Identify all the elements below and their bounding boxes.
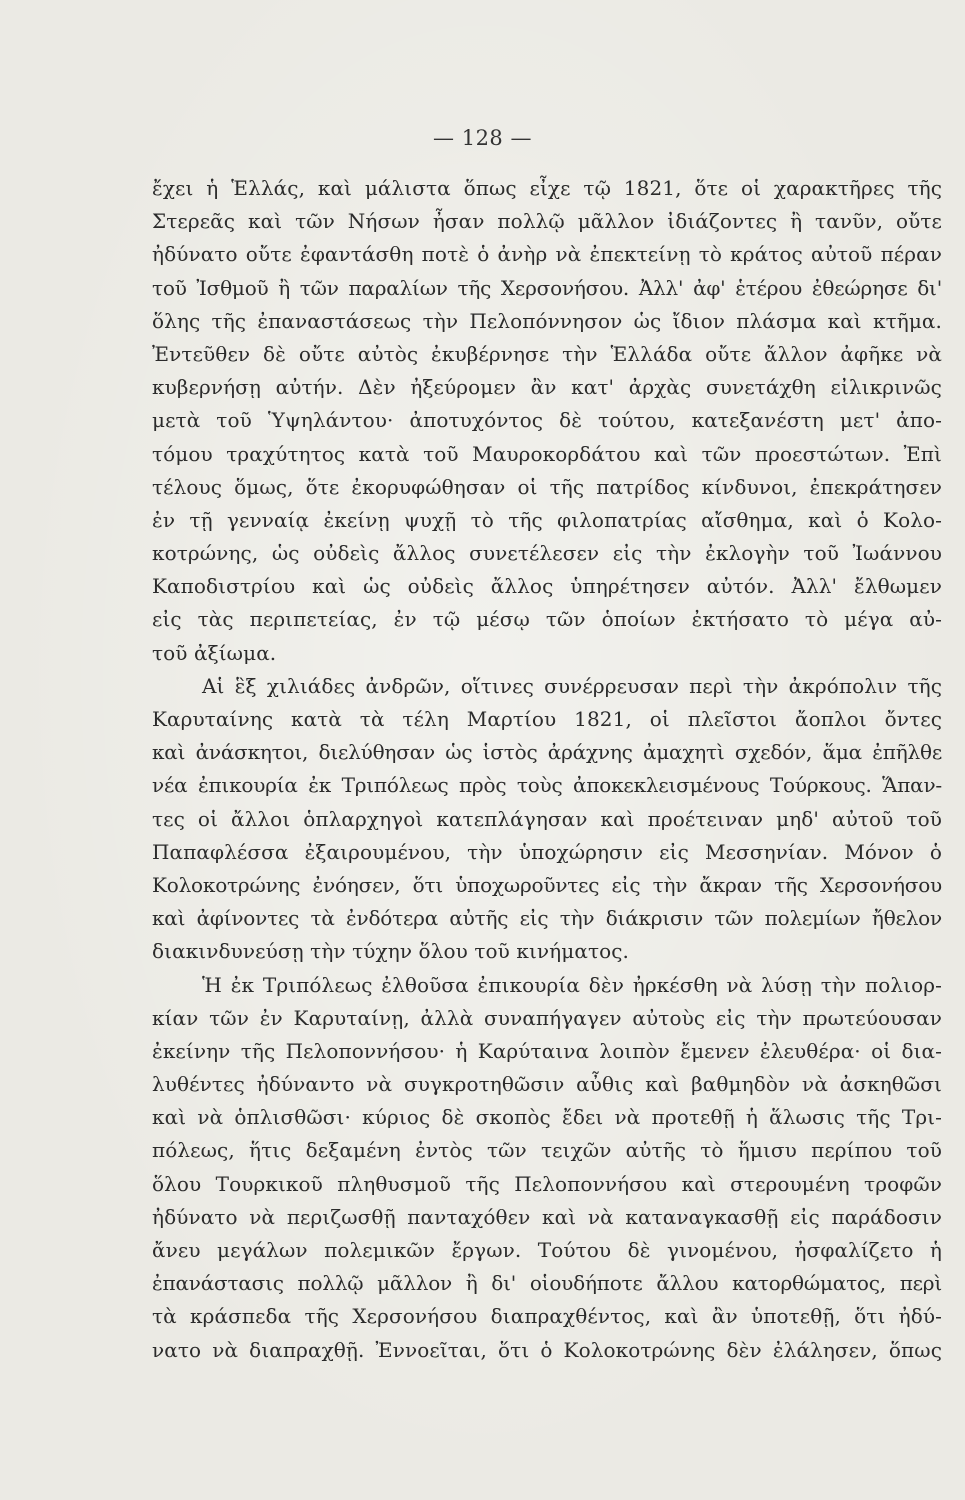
text-line: λυθέντες ἠδύναντο νὰ συγκροτηθῶσιν αὖθις καὶ βαθμηδὸν νὰ ἀσκηθῶσι [152,1072,942,1097]
text-line: Αἱ ἓξ χιλιάδες ἀνδρῶν, οἵτινες συνέρρευσαν περὶ τὴν ἀκρόπολιν τῆς [202,673,942,698]
text-line: πόλεως, ἥτις δεξαμένη ἐντὸς τῶν τειχῶν αὐτῆς τὸ ἥμισυ περίπου τοῦ [152,1138,942,1163]
text-line: ἔχει ἡ Ἑλλάς, καὶ μάλιστα ὅπως εἶχε τῷ 1821, ὅτε οἱ χαρακτῆρες τῆς [152,176,942,200]
text-line: ἠδύνατο οὔτε ἐφαντάσθη ποτὲ ὁ ἀνὴρ νὰ ἐπεκτείνῃ τὸ κράτος αὐτοῦ πέραν [152,242,942,267]
text-line: διακινδυνεύσῃ τὴν τύχην ὅλου τοῦ κινήματος. [152,939,630,964]
text-line: Καποδιστρίου καὶ ὡς οὐδεὶς ἄλλος ὑπηρέτησεν αὐτόν. Ἀλλ' ἔλθωμεν [152,574,942,599]
text-line: ἄνευ μεγάλων πολεμικῶν ἔργων. Τούτου δὲ γινομένου, ἠσφαλίζετο ἡ [152,1238,942,1262]
text-line: ἐν τῇ γενναίᾳ ἐκείνῃ ψυχῇ τὸ τῆς φιλοπατρίας αἴσθημα, καὶ ὁ Κολο- [152,507,942,532]
text-line: τες οἱ ἄλλοι ὁπλαρχηγοὶ κατεπλάγησαν καὶ προέτειναν μηδ' αὐτοῦ τοῦ [152,806,942,831]
text-line: ἐκείνην τῆς Πελοποννήσου· ἡ Καρύταινα λοιπὸν ἔμενεν ἐλευθέρα· οἱ δια- [152,1038,942,1063]
text-line: ἐπανάστασις πολλῷ μᾶλλον ἢ δι' οἱουδήποτε ἄλλου κατορθώματος, περὶ [152,1271,942,1296]
body-text [152,172,942,1367]
text-line: Καρυταίνης κατὰ τὰ τέλη Μαρτίου 1821, οἱ πλεῖστοι ἄοπλοι ὄντες [152,707,942,731]
text-line: ἠδύνατο νὰ περιζωσθῇ πανταχόθεν καὶ νὰ καταναγκασθῇ εἰς παράδοσιν [152,1204,942,1229]
text-line: τοῦ Ἰσθμοῦ ἢ τῶν παραλίων τῆς Χερσονήσου. Ἀλλ' ἀφ' ἑτέρου ἐθεώρησε δι' [152,275,942,300]
text-line: Ἐντεῦθεν δὲ οὔτε αὐτὸς ἐκυβέρνησε τὴν Ἑλλάδα οὔτε ἄλλον ἀφῆκε νὰ [152,341,942,366]
text-line: καὶ ἀνάσκητοι, διελύθησαν ὡς ἱστὸς ἀράχνης ἀμαχητὶ σχεδόν, ἅμα ἐπῆλθε [152,740,942,765]
text-line: νέα ἐπικουρία ἐκ Τριπόλεως πρὸς τοὺς ἀποκεκλεισμένους Τούρκους. Ἅπαν- [152,773,942,798]
text-line: τοῦ ἀξίωμα. [152,640,277,665]
text-line: τέλους ὅμως, ὅτε ἐκορυφώθησαν οἱ τῆς πατρίδος κίνδυνοι, ἐπεκράτησεν [152,474,942,499]
text-line: κοτρώνης, ὡς οὐδεὶς ἄλλος συνετέλεσεν εἰς τὴν ἐκλογὴν τοῦ Ἰωάννου [152,541,942,566]
text-line: ὅλου Τουρκικοῦ πληθυσμοῦ τῆς Πελοποννήσου καὶ στερουμένη τροφῶν [152,1171,942,1196]
text-line: ὅλης τῆς ἐπαναστάσεως τὴν Πελοπόννησον ὡς ἴδιον πλάσμα καὶ κτῆμα. [152,308,942,333]
text-line: καὶ νὰ ὁπλισθῶσι· κύριος δὲ σκοπὸς ἔδει νὰ προτεθῇ ἡ ἅλωσις τῆς Τρι- [152,1105,942,1130]
text-line: Ἡ ἐκ Τριπόλεως ἐλθοῦσα ἐπικουρία δὲν ἠρκέσθη νὰ λύσῃ τὴν πολιορ- [202,972,942,997]
text-line: Παπαφλέσσα ἐξαιρουμένου, τὴν ὑποχώρησιν εἰς Μεσσηνίαν. Μόνον ὁ [152,839,942,864]
text-line: κίαν τῶν ἐν Καρυταίνῃ, ἀλλὰ συναπήγαγεν αὐτοὺς εἰς τὴν πρωτεύουσαν [152,1005,942,1030]
text-line: Κολοκοτρώνης ἐνόησεν, ὅτι ὑποχωροῦντες εἰς τὴν ἄκραν τῆς Χερσονήσου [152,872,942,897]
text-line: κυβερνήσῃ αὐτήν. Δὲν ἠξεύρομεν ἂν κατ' ἀρχὰς συνετάχθη εἰλικρινῶς [152,375,942,400]
text-line: νατο νὰ διαπραχθῇ. Ἐννοεῖται, ὅτι ὁ Κολοκοτρώνης δὲν ἐλάλησεν, ὅπως [152,1337,942,1362]
paragraph [152,172,942,670]
text-line: μετὰ τοῦ Ὑψηλάντου· ἀποτυχόντος δὲ τούτου, κατεξανέστη μετ' ἀπο- [152,408,942,433]
text-line: Στερεᾶς καὶ τῶν Νήσων ἦσαν πολλῷ μᾶλλον ἰδιάζοντες ἢ τανῦν, οὔτε [152,209,942,234]
text-line: καὶ ἀφίνοντες τὰ ἐνδότερα αὐτῆς εἰς τὴν διάκρισιν τῶν πολεμίων ἤθελον [152,906,942,931]
text-line: τὰ κράσπεδα τῆς Χερσονήσου διαπραχθέντος, καὶ ἂν ὑποτεθῇ, ὅτι ἠδύ- [152,1304,942,1329]
text-line: εἰς τὰς περιπετείας, ἐν τῷ μέσῳ τῶν ὁποίων ἐκτήσατο τὸ μέγα αὐ- [152,607,942,632]
paragraph [152,969,942,1367]
page-number: — 128 — [433,126,532,150]
paragraph [152,670,942,969]
text-line: τόμου τραχύτητος κατὰ τοῦ Μαυροκορδάτου καὶ τῶν προεστώτων. Ἐπὶ [152,441,942,466]
